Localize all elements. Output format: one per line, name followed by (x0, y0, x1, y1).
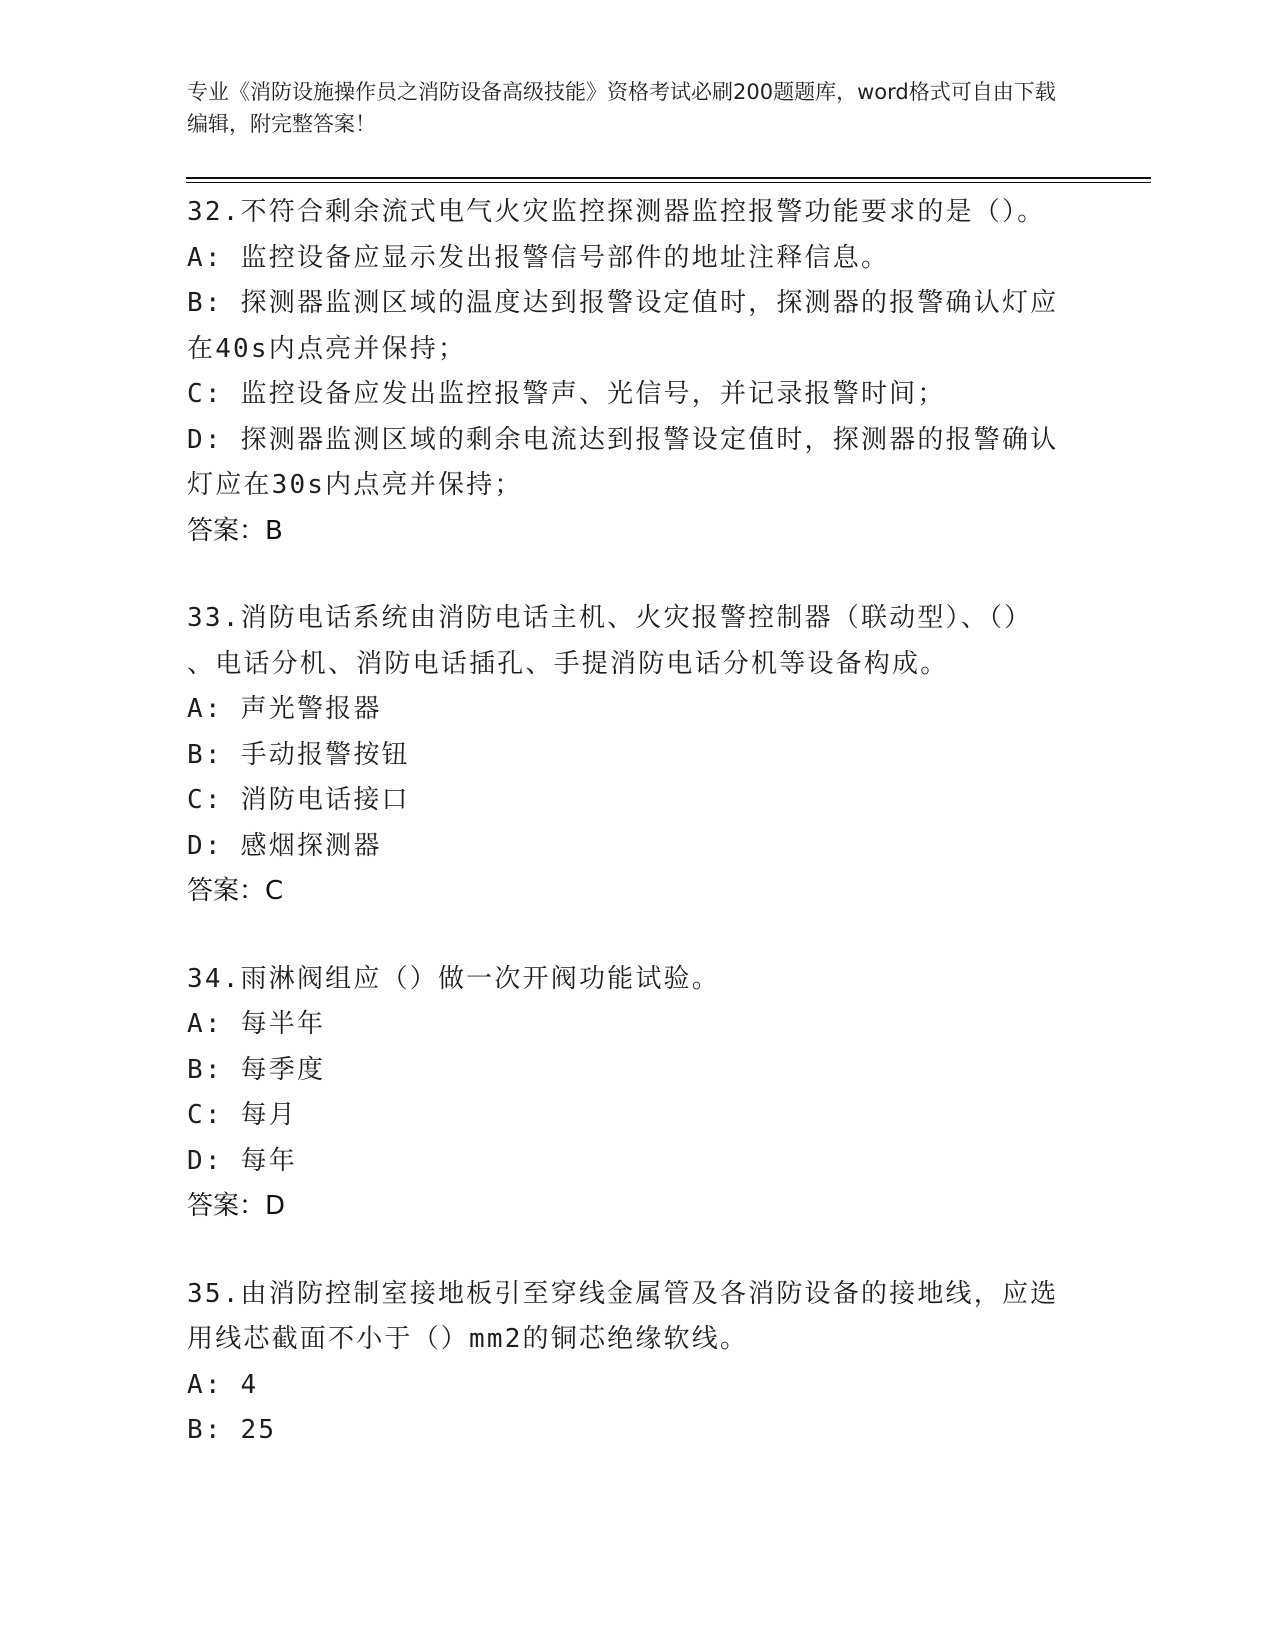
header-rule-thick (186, 177, 1151, 179)
option-d: D: 感烟探测器 (187, 830, 382, 861)
option-b-continued: 在40s内点亮并保持； (187, 333, 467, 364)
option-b: B: 每季度 (187, 1054, 326, 1085)
option-b: B: 25 (187, 1415, 277, 1445)
answer-label: 答案：B (187, 515, 283, 546)
option-d-continued: 灯应在30s内点亮并保持； (187, 470, 523, 500)
document-header: 专业《消防设施操作员之消防设备高级技能》资格考试必刷200题题库，word格式可自由下载编辑，附完整答案！ (187, 80, 1056, 136)
option-d: D: 探测器监测区域的剩余电流达到报警设定值时，探测器的报警确认 (187, 424, 1059, 455)
question-32 (187, 190, 1087, 554)
option-b: B: 手动报警按钮 (187, 739, 410, 770)
option-a: A: 每半年 (187, 1009, 326, 1039)
question-stem-continued: 、电话分机、消防电话插孔、手提消防电话分机等设备构成。 (187, 648, 949, 679)
answer-label: 答案：D (187, 1191, 286, 1221)
question-list (187, 190, 1087, 1496)
option-c: C: 监控设备应发出监控报警声、光信号，并记录报警时间； (187, 379, 946, 409)
question-stem: 33.消防电话系统由消防电话主机、火灾报警控制器（联动型）、（） (187, 603, 1033, 633)
question-stem: 34.雨淋阀组应（）做一次开阀功能试验。 (187, 963, 720, 994)
question-stem-continued: 用线芯截面不小于（）mm2的铜芯绝缘软线。 (187, 1324, 749, 1354)
question-stem: 35.由消防控制室接地板引至穿线金属管及各消防设备的接地线，应选 (187, 1278, 1059, 1309)
header-rule-thin (186, 182, 1151, 183)
question-34 (187, 957, 1087, 1230)
option-a: A: 4 (187, 1369, 259, 1400)
option-a: A: 监控设备应显示发出报警信号部件的地址注释信息。 (187, 242, 890, 273)
question-33 (187, 596, 1087, 915)
question-35 (187, 1272, 1087, 1454)
option-b: B: 探测器监测区域的温度达到报警设定值时，探测器的报警确认灯应 (187, 288, 1059, 318)
option-a: A: 声光警报器 (187, 694, 382, 724)
option-c: C: 每月 (187, 1100, 297, 1130)
question-stem: 32.不符合剩余流式电气火灾监控探测器监控报警功能要求的是（）。 (187, 197, 1046, 227)
option-d: D: 每年 (187, 1145, 297, 1176)
answer-label: 答案：C (187, 876, 284, 906)
option-c: C: 消防电话接口 (187, 785, 410, 815)
